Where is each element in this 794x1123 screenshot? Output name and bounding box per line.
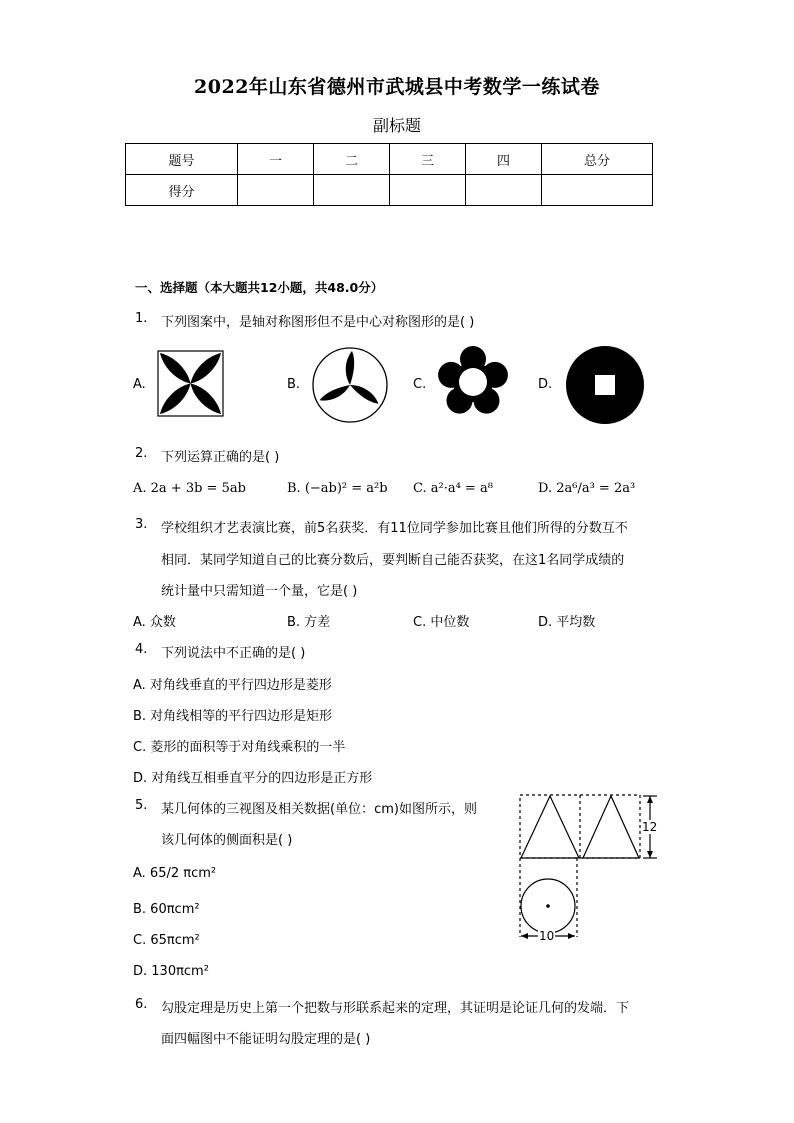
question-text: 统计量中只需知道一个量，它是( ) — [161, 584, 358, 599]
question-number: 5. — [135, 798, 148, 813]
option-text: D. 平均数 — [538, 615, 596, 630]
option-text: D. 130πcm² — [133, 964, 209, 979]
option-c-figure — [435, 344, 511, 420]
option-a-figure — [157, 350, 224, 417]
score-table-row — [126, 175, 653, 206]
option-text: C. 中位数 — [413, 615, 470, 630]
option-text: B. 方差 — [287, 615, 331, 630]
option-label: C. — [413, 377, 427, 392]
score-header-cell: 总分 — [542, 144, 653, 175]
option-text: C. 65πcm² — [133, 933, 200, 948]
option-text: A. 众数 — [133, 615, 176, 630]
option-text: C. 菱形的面积等于对角线乘积的一半 — [133, 740, 346, 755]
score-cell — [238, 175, 314, 206]
question-number: 3. — [135, 517, 148, 532]
question-number: 4. — [135, 642, 148, 657]
score-header-cell: 一 — [238, 144, 314, 175]
score-header-cell: 三 — [390, 144, 466, 175]
score-cell — [466, 175, 542, 206]
question-text: 相同．某同学知道自己的比赛分数后，要判断自己能否获奖，在这1名同学成绩的 — [161, 553, 625, 568]
option-text: A. 对角线垂直的平行四边形是菱形 — [133, 678, 332, 693]
option-text: D. 2a⁶/a³ = 2a³ — [538, 481, 636, 496]
score-header-cell: 四 — [466, 144, 542, 175]
question-number: 2. — [135, 446, 148, 461]
option-text: B. 对角线相等的平行四边形是矩形 — [133, 709, 333, 724]
option-d-figure — [565, 345, 645, 425]
width-dimension-label: 10 — [539, 929, 555, 943]
score-cell — [314, 175, 390, 206]
option-b-figure — [310, 345, 390, 425]
score-table-header-row — [126, 144, 653, 175]
exam-title: 2022年山东省德州市武城县中考数学一练试卷 — [194, 76, 600, 98]
section-heading: 一、选择题（本大题共12小题，共48.0分） — [135, 280, 384, 295]
option-label: A. — [133, 377, 146, 392]
score-header-cell: 题号 — [126, 144, 238, 175]
option-text: A. 65/2 πcm² — [133, 866, 217, 881]
question-text: 下列图案中，是轴对称图形但不是中心对称图形的是( ) — [161, 315, 475, 330]
option-text: C. a²·a⁴ = a⁸ — [413, 481, 493, 496]
option-text: A. 2a + 3b = 5ab — [133, 481, 246, 496]
question-text: 某几何体的三视图及相关数据(单位：cm)如图所示，则 — [161, 802, 477, 817]
score-row-label: 得分 — [126, 175, 238, 206]
question-number: 1. — [135, 311, 148, 326]
score-cell — [542, 175, 653, 206]
question-number: 6. — [135, 997, 148, 1012]
score-cell — [390, 175, 466, 206]
question-text: 该几何体的侧面积是( ) — [161, 833, 293, 848]
score-header-cell: 二 — [314, 144, 390, 175]
option-text: D. 对角线互相垂直平分的四边形是正方形 — [133, 771, 373, 786]
question-text: 下列说法中不正确的是( ) — [161, 646, 306, 661]
question-text: 学校组织才艺表演比赛，前5名获奖．有11位同学参加比赛且他们所得的分数互不 — [161, 521, 628, 536]
exam-subtitle: 副标题 — [372, 116, 421, 135]
option-text: B. 60πcm² — [133, 902, 200, 917]
question-text: 下列运算正确的是( ) — [161, 450, 280, 465]
three-view-figure — [515, 790, 665, 950]
score-table — [125, 143, 653, 206]
question-text: 面四幅图中不能证明勾股定理的是( ) — [161, 1032, 371, 1047]
question-text: 勾股定理是历史上第一个把数与形联系起来的定理，其证明是论证几何的发端．下 — [161, 1001, 630, 1016]
height-dimension-label: 12 — [642, 820, 658, 834]
option-label: B. — [287, 377, 301, 392]
option-label: D. — [538, 377, 553, 392]
option-text: B. (−ab)² = a²b — [287, 481, 388, 496]
